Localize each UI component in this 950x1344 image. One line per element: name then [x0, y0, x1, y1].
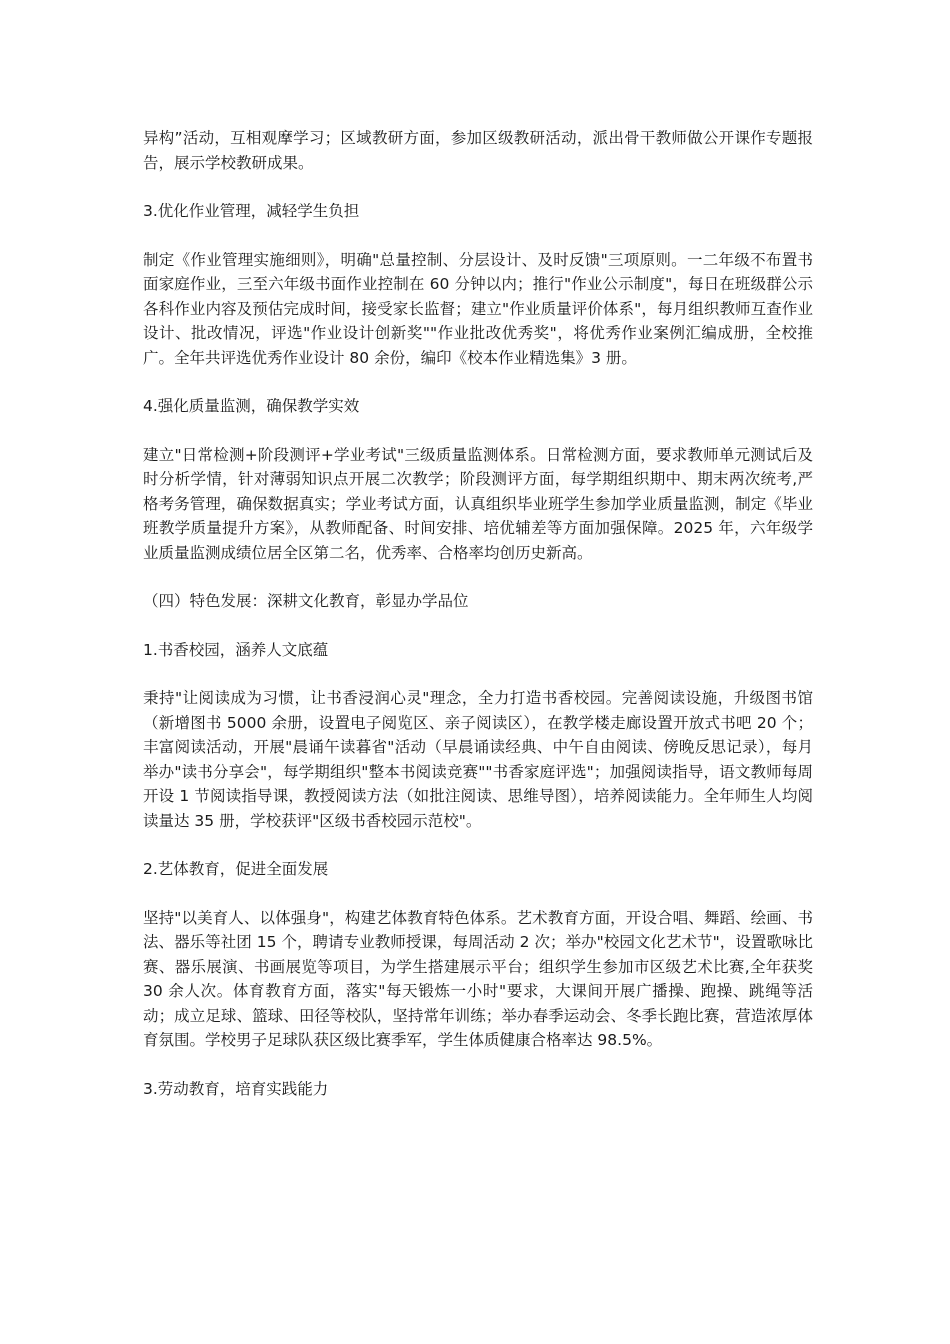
- paragraph-reading: 秉持"让阅读成为习惯，让书香浸润心灵"理念，全力打造书香校园。完善阅读设施，升级图书馆（新增图书 5000 余册，设置电子阅览区、亲子阅读区），在教学楼走廊设置开放式书吧 20 个；丰富阅读活动，开展"晨诵午读暮省"活动（早晨诵读经典、中午自由阅读、傍晚反思记录），每月举办"读书分享会"，每学期组织"整本书阅读竞赛""书香家庭评选"；加强阅读指导，语文教师每周开设 1 节阅读指导课，教授阅读方法（如批注阅读、思维导图），培养阅读能力。全年师生人均阅读量达 35 册，学校获评"区级书香校园示范校"。: [143, 689, 813, 830]
- heading-section-four: （四）特色发展：深耕文化教育，彰显办学品位: [143, 592, 469, 610]
- heading-homework: 3.优化作业管理，减轻学生负担: [143, 202, 360, 220]
- paragraph-arts-sports: 坚持"以美育人、以体强身"，构建艺体教育特色体系。艺术教育方面，开设合唱、舞蹈、绘画、书法、器乐等社团 15 个，聘请专业教师授课，每周活动 2 次；举办"校园文化艺术节"，设置歌咏比赛、器乐展演、书画展览等项目，为学生搭建展示平台；组织学生参加市区级艺术比赛,全年获奖 30 余人次。体育教育方面，落实"每天锻炼一小时"要求，大课间开展广播操、跑操、跳绳等活动；成立足球、篮球、田径等校队，坚持常年训练；举办春季运动会、冬季长跑比赛，营造浓厚体育氛围。学校男子足球队获区级比赛季军，学生体质健康合格率达 98.5%。: [143, 908, 813, 1049]
- paragraph-quality: 建立"日常检测+阶段测评+学业考试"三级质量监测体系。日常检测方面，要求教师单元测试后及时分析学情，针对薄弱知识点开展二次教学；阶段测评方面，每学期组织期中、期末两次统考,严格考务管理，确保数据真实；学业考试方面，认真组织毕业班学生参加学业质量监测，制定《毕业班教学质量提升方案》，从教师配备、时间安排、培优辅差等方面加强保障。2025 年，六年级学业质量监测成绩位居全区第二名，优秀率、合格率均创历史新高。: [143, 445, 813, 562]
- heading-quality: 4.强化质量监测，确保教学实效: [143, 397, 360, 415]
- paragraph-research: 异构”活动，互相观摩学习；区域教研方面，参加区级教研活动，派出骨干教师做公开课作专题报告，展示学校教研成果。: [143, 129, 813, 172]
- paragraph-homework: 制定《作业管理实施细则》，明确"总量控制、分层设计、及时反馈"三项原则。一二年级不布置书面家庭作业，三至六年级书面作业控制在 60 分钟以内；推行"作业公示制度"，每日在班级群公示各科作业内容及预估完成时间，接受家长监督；建立"作业质量评价体系"，每月组织教师互查作业设计、批改情况，评选"作业设计创新奖""作业批改优秀奖"，将优秀作业案例汇编成册，全校推广。全年共评选优秀作业设计 80 余份，编印《校本作业精选集》3 册。: [143, 250, 813, 367]
- document-page: [143, 126, 813, 1125]
- heading-labor: 3.劳动教育，培育实践能力: [143, 1079, 329, 1098]
- heading-arts-sports: 2.艺体教育，促进全面发展: [143, 860, 329, 878]
- heading-reading: 1.书香校园，涵养人文底蕴: [143, 640, 329, 659]
